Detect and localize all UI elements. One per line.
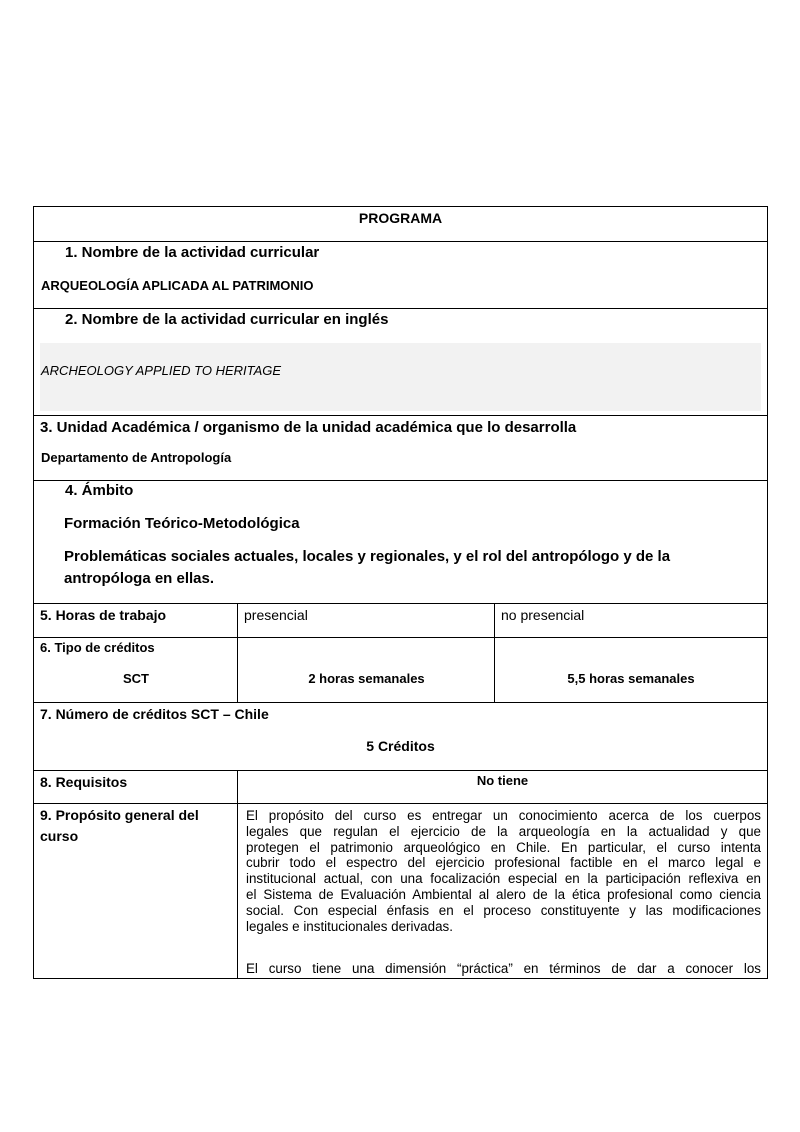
section-4-line-2b: antropóloga en ellas. bbox=[64, 570, 215, 587]
section-5-label-cell bbox=[34, 604, 238, 637]
section-8-label: 8. Requisitos bbox=[40, 774, 128, 790]
section-3-value: Departamento de Antropología bbox=[41, 450, 232, 465]
section-6-row bbox=[34, 638, 767, 703]
section-8-label-cell bbox=[34, 771, 238, 803]
section-6-credit-type: SCT bbox=[123, 671, 149, 686]
section-9-paragraph bbox=[246, 808, 761, 934]
section-8-value: No tiene bbox=[476, 773, 529, 788]
section-9-row bbox=[34, 804, 767, 978]
section-6-no-presencial-hours: 5,5 horas semanales bbox=[567, 671, 695, 686]
section-6-label: 6. Tipo de créditos bbox=[40, 640, 155, 655]
section-3-row bbox=[34, 416, 767, 481]
section-9-label-cell bbox=[34, 804, 238, 978]
section-5-label: 5. Horas de trabajo bbox=[40, 607, 167, 623]
section-9-line: El propósito del curso es entregar un conocimiento acerca de los cuerpos bbox=[246, 808, 761, 823]
section-4-line-1: Formación Teórico-Metodológica bbox=[64, 515, 300, 532]
program-table bbox=[33, 206, 768, 979]
section-9-line: social. Con especial énfasis en el proceso constituyente y las modificaciones bbox=[246, 902, 761, 918]
section-9-line: cubrir todo el espectro del ejercicio profesional factible en el marco legal e bbox=[246, 855, 761, 871]
program-header-row bbox=[34, 207, 767, 242]
section-7-label: 7. Número de créditos SCT – Chile bbox=[40, 706, 269, 722]
section-6-no-presencial-cell bbox=[495, 638, 767, 702]
section-8-row bbox=[34, 771, 767, 804]
section-2-row bbox=[34, 309, 767, 416]
program-title: PROGRAMA bbox=[358, 210, 443, 226]
section-5-row bbox=[34, 604, 767, 638]
section-7-value: 5 Créditos bbox=[366, 738, 435, 754]
section-9-line: el Sistema de Evaluación Ambiental al alero de la ética profesional como ciencia bbox=[246, 886, 761, 902]
section-8-value-cell bbox=[238, 771, 767, 803]
section-3-heading: 3. Unidad Académica / organismo de la unidad académica que lo desarrolla bbox=[40, 419, 577, 436]
section-4-heading: 4. Ámbito bbox=[65, 482, 134, 499]
section-5-no-presencial-cell bbox=[495, 604, 767, 637]
section-9-line: legales e institucionales derivadas. bbox=[246, 918, 453, 934]
section-5-no-presencial: no presencial bbox=[501, 607, 585, 623]
section-4-line-2a: Problemáticas sociales actuales, locales y regionales, y el rol del antropólogo y de la bbox=[64, 548, 671, 565]
section-7-row bbox=[34, 703, 767, 771]
section-6-presencial-cell bbox=[238, 638, 495, 702]
section-9-line: protegen el patrimonio arqueológico en Chile. En particular, el curso intenta bbox=[246, 839, 761, 855]
section-2-value: ARCHEOLOGY APPLIED TO HERITAGE bbox=[41, 363, 282, 378]
section-1-row bbox=[34, 242, 767, 309]
section-2-heading: 2. Nombre de la actividad curricular en inglés bbox=[65, 311, 389, 328]
section-9-label-line-1: 9. Propósito general del bbox=[40, 807, 199, 823]
section-9-text-cell bbox=[238, 804, 767, 978]
section-1-heading: 1. Nombre de la actividad curricular bbox=[65, 244, 320, 261]
section-1-value: ARQUEOLOGÍA APLICADA AL PATRIMONIO bbox=[41, 278, 314, 293]
section-9-label-line-2: curso bbox=[40, 828, 79, 844]
section-9-line: institucional actual, con una focalización especial en la participación reflexiva en bbox=[246, 871, 761, 887]
section-9-line: legales que regulan el ejercicio de la arqueología en la actualidad y que bbox=[246, 823, 761, 839]
section-4-row bbox=[34, 481, 767, 604]
section-9-last-line: El curso tiene una dimensión “práctica” en términos de dar a conocer los bbox=[246, 961, 761, 976]
section-5-presencial: presencial bbox=[244, 607, 308, 623]
section-6-presencial-hours: 2 horas semanales bbox=[308, 671, 425, 686]
section-5-presencial-cell bbox=[238, 604, 495, 637]
section-6-label-cell bbox=[34, 638, 238, 702]
